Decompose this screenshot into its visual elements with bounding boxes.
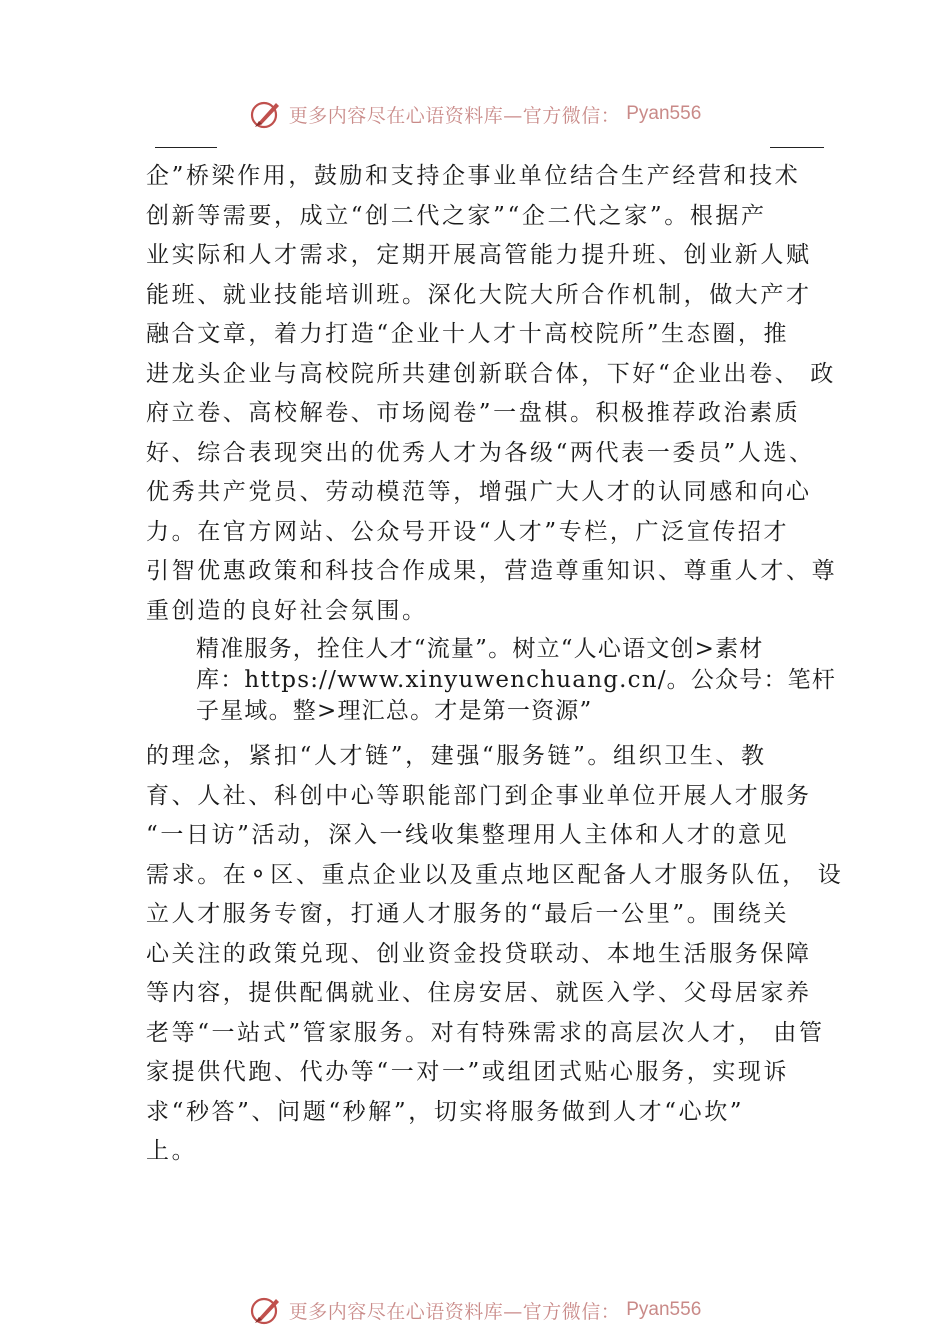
quill-pen-logo-icon [249, 97, 283, 131]
text-line: 需求。在⚬区、重点企业以及重点地区配备人才服务队伍， 设 [146, 861, 844, 888]
text-line: 府立卷、高校解卷、市场阅卷”一盘棋。积极推荐政治素质 [146, 400, 801, 426]
text-line: 心关注的政策兑现、创业资金投贷联动、本地生活服务保障 [146, 940, 812, 967]
text-line: 子星域。整>理汇总。才是第一资源” [196, 698, 593, 724]
text-line: 库：https://www.xinyuwenchuang.cn/。公众号：笔杆 [196, 667, 837, 693]
text-line: 进龙头企业与高校院所共建创新联合体，下好“企业出卷、 政 [146, 360, 836, 387]
footer-banner [249, 1293, 702, 1327]
text-line: 企”桥梁作用，鼓励和支持企事业单位结合生产经营和技术 [146, 163, 801, 189]
text-line: 力。在官方网站、公众号开设“人才”专栏，广泛宣传招才 [146, 518, 790, 545]
page-header [0, 94, 950, 134]
text-line: 能班、就业技能培训班。深化大院大所合作机制，做大产才 [146, 281, 812, 308]
text-line: 优秀共产党员、劳动模范等，增强广大人才的认同感和向心 [146, 479, 812, 505]
header-rule-right [770, 147, 824, 148]
text-line: 融合文章，着力打造“企业十人才十高校院所”生态圈，推 [146, 321, 790, 347]
text-line: 育、人社、科创中心等职能部门到企事业单位开展人才服务 [146, 782, 812, 809]
text-line: 上。 [146, 1138, 198, 1164]
header-banner [249, 97, 702, 131]
header-banner-text: 更多内容尽在心语资料库—官方微信： [288, 104, 621, 127]
text-line: 的理念，紧扣“人才链”，建强“服务链”。组织卫生、教 [146, 743, 767, 769]
text-line: 引智优惠政策和科技合作成果，营造尊重知识、尊重人才、尊 [146, 558, 838, 584]
text-line: 立人才服务专窗，打通人才服务的“最后一公里”。围绕关 [146, 901, 790, 927]
text-line: 业实际和人才需求，定期开展高管能力提升班、创业新人赋 [146, 242, 812, 268]
text-line: 精准服务，拴住人才“流量”。树立“人心语文创>素材 [196, 636, 764, 662]
header-rule-left [155, 147, 217, 148]
text-line: 创新等需要，成立“创二代之家”“企二代之家”。根据产 [146, 202, 767, 229]
page-footer [0, 1290, 950, 1330]
text-line: 求“秒答”、问题“秒解”，切实将服务做到人才“心坎” [146, 1098, 745, 1125]
text-line: “一日访”活动，深入一线收集整理用人主体和人才的意见 [146, 822, 790, 848]
paragraph-precise-service [196, 634, 837, 727]
paragraph-service-chain [146, 737, 844, 1172]
text-line: 重创造的良好社会氛围。 [146, 597, 428, 624]
quill-pen-logo-icon [249, 1293, 283, 1327]
paragraph-talent-bridge [146, 157, 838, 631]
footer-banner-text: 更多内容尽在心语资料库—官方微信： [288, 1300, 621, 1323]
text-line: 家提供代跑、代办等“一对一”或组团式贴心服务，实现诉 [146, 1059, 790, 1085]
text-line: 老等“一站式”管家服务。对有特殊需求的高层次人才， 由管 [146, 1019, 825, 1046]
header-wechat-handle: Pyan556 [626, 103, 702, 124]
text-line: 好、综合表现突出的优秀人才为各级“两代表一委员”人选、 [146, 439, 815, 466]
footer-wechat-handle: Pyan556 [626, 1299, 702, 1320]
text-line: 等内容，提供配偶就业、住房安居、就医入学、父母居家养 [146, 980, 812, 1006]
